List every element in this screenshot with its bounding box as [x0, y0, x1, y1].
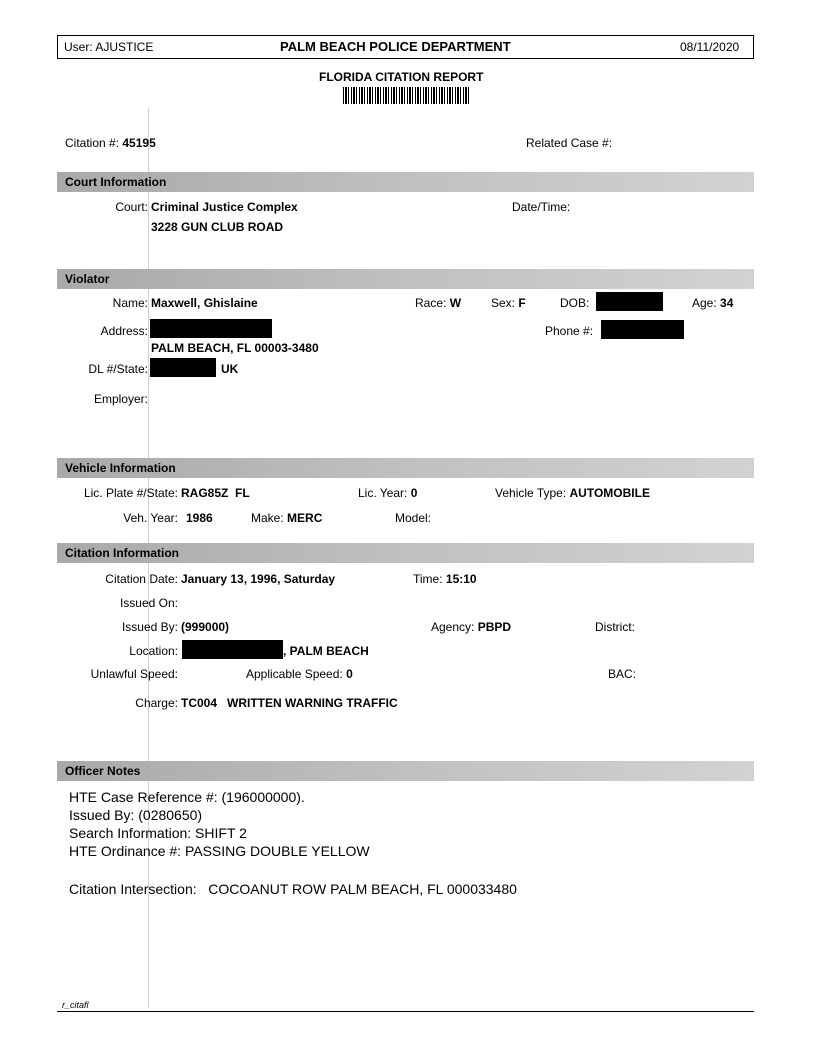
agency-label: Agency: — [431, 620, 475, 634]
section-title: Officer Notes — [65, 764, 141, 778]
dob-label: DOB: — [560, 296, 590, 310]
issued-on-label: Issued On: — [119, 596, 178, 610]
applicable-speed-value: 0 — [346, 667, 353, 681]
location-value: , PALM BEACH — [283, 644, 369, 658]
citation-date-value: January 13, 1996, Saturday — [181, 572, 336, 586]
section-title: Vehicle Information — [65, 461, 176, 475]
note-line: HTE Case Reference #: (196000000). — [69, 789, 305, 805]
footer-rule — [57, 1011, 754, 1012]
citation-number-value: 45195 — [122, 136, 156, 150]
violator-name: Maxwell, Ghislaine — [151, 296, 258, 310]
section-court-information — [57, 172, 754, 192]
vehicle-type — [495, 486, 650, 500]
issued-by-value: (999000) — [181, 620, 230, 634]
charge-value: TC004 WRITTEN WARNING TRAFFIC — [181, 696, 398, 710]
address-city: PALM BEACH, FL 00003-3480 — [151, 341, 319, 355]
phone-label: Phone #: — [545, 324, 594, 338]
violator-age — [692, 296, 733, 310]
applicable-speed — [246, 667, 353, 681]
redaction-phone — [601, 320, 684, 339]
court-label: Court: — [115, 200, 148, 214]
violator-sex — [491, 296, 526, 310]
age-label: Age: — [692, 296, 717, 310]
court-datetime-label: Date/Time: — [512, 200, 571, 214]
user-label: User: AJUSTICE — [64, 40, 154, 54]
related-case-label: Related Case #: — [526, 136, 613, 150]
time-value: 15:10 — [445, 572, 477, 586]
note-line: Issued By: (0280650) — [69, 807, 203, 823]
court-address: 3228 GUN CLUB ROAD — [151, 220, 284, 234]
vehicle-type-value: AUTOMOBILE — [569, 486, 650, 500]
section-vehicle-information — [57, 458, 754, 478]
agency — [431, 620, 511, 634]
sex-label: Sex: — [491, 296, 516, 310]
unlawful-speed-label: Unlawful Speed: — [90, 667, 178, 681]
veh-year-value: 1986 — [186, 511, 213, 525]
race-label: Race: — [415, 296, 447, 310]
sex-value: F — [518, 296, 526, 310]
citation-number — [65, 136, 156, 150]
section-officer-notes — [57, 761, 754, 781]
veh-year-label: Veh. Year: — [123, 511, 178, 525]
violator-name-label: Name: — [112, 296, 148, 310]
race-value: W — [449, 296, 462, 310]
redaction-dob — [596, 292, 663, 311]
age-value: 34 — [720, 296, 734, 310]
make-value: MERC — [287, 511, 323, 525]
vehicle-make — [251, 511, 322, 525]
employer-label: Employer: — [93, 392, 148, 406]
plate-label: Lic. Plate #/State: — [83, 486, 178, 500]
section-title: Citation Information — [65, 546, 179, 560]
lic-year-label: Lic. Year: — [358, 486, 408, 500]
district-label: District: — [595, 620, 635, 634]
make-label: Make: — [251, 511, 284, 525]
section-citation-information — [57, 543, 754, 563]
address-label: Address: — [100, 324, 148, 338]
citation-time — [413, 572, 477, 586]
model-label: Model: — [395, 511, 432, 525]
dl-label: DL #/State: — [88, 362, 148, 376]
plate-value: RAG85Z FL — [181, 486, 250, 500]
report-title: FLORIDA CITATION REPORT — [319, 70, 484, 84]
bac-label: BAC: — [608, 667, 637, 681]
citation-intersection: Citation Intersection: COCOANUT ROW PALM BEACH, FL 000033480 — [69, 881, 517, 897]
section-title: Court Information — [65, 175, 167, 189]
barcode-image — [343, 87, 470, 104]
dl-state: UK — [221, 362, 239, 376]
location-label: Location: — [129, 644, 178, 658]
time-label: Time: — [413, 572, 443, 586]
vehicle-type-label: Vehicle Type: — [495, 486, 567, 500]
citation-date-label: Citation Date: — [105, 572, 178, 586]
redaction-address — [150, 319, 272, 338]
issued-by-label: Issued By: — [121, 620, 178, 634]
applicable-speed-label: Applicable Speed: — [246, 667, 343, 681]
redaction-dl — [150, 358, 216, 377]
redaction-location — [182, 640, 283, 659]
section-title: Violator — [65, 272, 110, 286]
print-date: 08/11/2020 — [680, 40, 740, 54]
citation-number-label: Citation #: — [65, 136, 120, 150]
agency-value: PBPD — [477, 620, 512, 634]
section-violator — [57, 269, 754, 289]
court-name: Criminal Justice Complex — [151, 200, 298, 214]
note-line: Search Information: SHIFT 2 — [69, 825, 247, 841]
charge-label: Charge: — [135, 696, 178, 710]
department-name: PALM BEACH POLICE DEPARTMENT — [280, 39, 511, 54]
violator-race — [415, 296, 461, 310]
note-line: HTE Ordinance #: PASSING DOUBLE YELLOW — [69, 843, 370, 859]
lic-year-value: 0 — [410, 486, 418, 500]
lic-year — [358, 486, 417, 500]
form-id: r_citafl — [62, 1000, 89, 1010]
